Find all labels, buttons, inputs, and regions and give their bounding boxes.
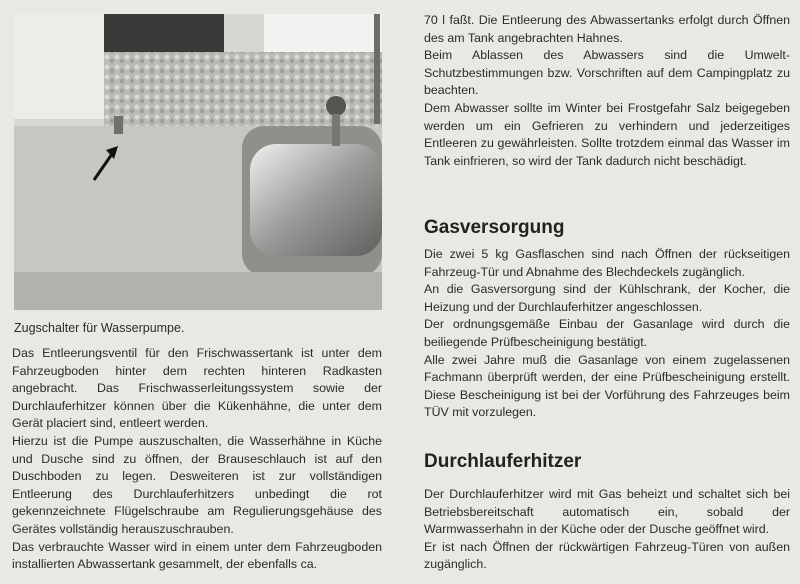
paragraph: Das verbrauchte Wasser wird in einem unter dem Fahrzeugboden installierten Abwassertank gesammelt, der ebenfalls ca. [12,539,382,572]
paragraph: Die zwei 5 kg Gasflaschen sind nach Öffnen der rückseitigen Fahrzeug-Tür und Abnahme des Blechdeckels zugänglich. [424,247,790,279]
paragraph: An die Gasversorgung sind der Kühlschrank, der Kocher, die Heizung und der Durchlauferhitzer angeschlossen. [424,282,790,314]
sink-photo [14,14,382,310]
paragraph: Er ist nach Öffnen der rückwärtigen Fahrzeug-Türen von außen zugänglich. [424,539,790,572]
heading-gasversorgung: Gasversorgung [424,217,565,238]
photo-caption: Zugschalter für Wasserpumpe. [14,321,185,335]
heading-durchlauferhitzer: Durchlauferhitzer [424,451,582,472]
paragraph: Dem Abwasser sollte im Winter bei Frostgefahr Salz beigegeben werden um ein Gefrieren zu verhindern und jederzeitiges Entleeren zu gewährleisten. Sollte trotzdem einmal das Wasser im Tank einfrieren, so wird der Tank dadurch nicht beschädigt. [424,100,790,168]
paragraph: Alle zwei Jahre muß die Gasanlage von einem zugelassenen Fachmann überprüft werden, der eine Prüfbescheinigung erstellt. Diese Bescheinigung ist bei der Vorführung des Fahrzeuges beim TÜV mit vorzulegen. [424,352,790,420]
paragraph: Hierzu ist die Pumpe auszuschalten, die Wasserhähne in Küche und Dusche sind zu öffnen, der Brauseschlauch ist auf den Duschboden zu legen. Desweiteren ist zur vollständigen Entleerung des Durchlauferhitzers unbedingt die rot gekennzeichnete Flügelschraube am Regulierungsgehäuse des Gerätes vollständig herauszuschrauben. [12,433,382,536]
sink-illustration [14,14,382,310]
right-column-top [424,12,790,170]
paragraph: 70 l faßt. Die Entleerung des Abwassertanks erfolgt durch Öffnen des am Tank angebrachten Hahnes. [424,13,790,45]
paragraph: Der ordnungsgemäße Einbau der Gasanlage wird durch die beiliegende Prüfbescheinigung bestätigt. [424,317,790,349]
paragraph: Der Durchlauferhitzer wird mit Gas beheizt und schaltet sich bei Betriebsbereitschaft automatisch ein, sobald der Warmwasserhahn in der Küche oder der Dusche geöffnet wird. [424,487,790,537]
gas-section [424,246,790,422]
paragraph: Beim Ablassen des Abwassers sind die Umwelt-Schutzbestimmungen bzw. Vorschriften auf dem Campingplatz zu beachten. [424,48,790,98]
heater-section [424,486,790,574]
left-column [12,345,382,574]
paragraph: Das Entleerungsventil für den Frischwassertank ist unter dem Fahrzeugboden hinter dem rechten hinteren Radkasten angebracht. Das Frischwasserleitungssystem sowie der Durchlauferhitzer können über die Kükenhähne, die unter dem Gerät placiert sind, entleert werden. [12,346,382,431]
